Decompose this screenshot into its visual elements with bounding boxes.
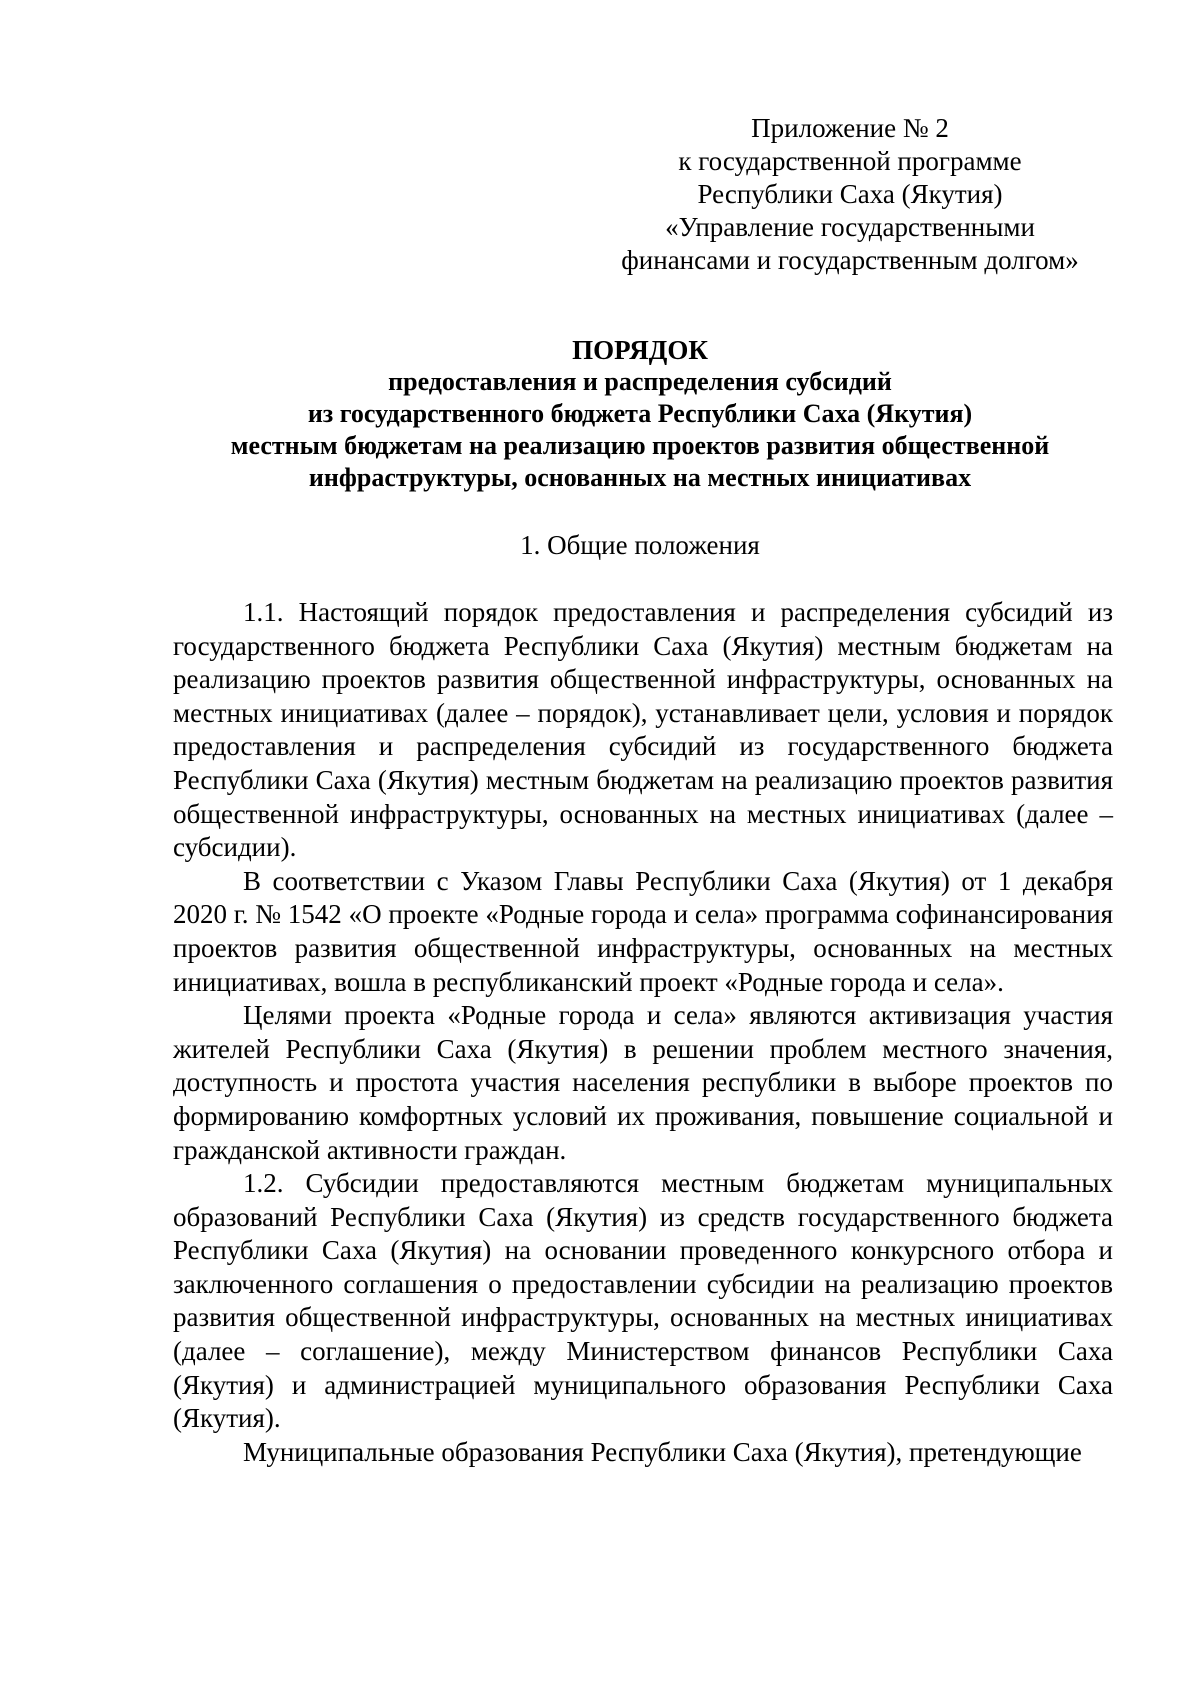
section-heading: 1. Общие положения [520, 530, 760, 560]
main-title: ПОРЯДОК [572, 335, 708, 365]
appendix-line: «Управление государственными [665, 212, 1035, 242]
title-line: предоставления и распределения субсидий [388, 367, 892, 396]
document-title [170, 334, 1110, 494]
paragraph: Муниципальные образования Республики Саха (Якутия), претендующие [243, 1436, 1082, 1467]
paragraph: 1.2. Субсидии предоставляются местным бюджетам муниципальных образований Республики Саха (Якутия) из средств государственного бюджета Республики Саха (Якутия) на основании проведенного конкурсного отбора и заключенного соглашения о предоставлении субсидии на реализацию проектов развития общественной инфраструктуры, основанных на местных инициативах (далее – соглашение), между Министерством финансов Республики Саха (Якутия) и администрацией муниципального образования Республики Саха (Якутия). [173, 1168, 1113, 1434]
appendix-line: Приложение № 2 [751, 113, 949, 143]
appendix-line: Республики Саха (Якутия) [697, 179, 1003, 209]
body-text [173, 596, 1113, 1469]
appendix-block [600, 112, 1100, 277]
title-line: инфраструктуры, основанных на местных инициативах [308, 463, 972, 492]
paragraph: Целями проекта «Родные города и села» являются активизация участия жителей Республики Саха (Якутия) в решении проблем местного значения, доступность и простота участия населения республики в выборе проектов по формированию комфортных условий их проживания, повышение социальной и гражданской активности граждан. [173, 1000, 1113, 1165]
paragraph: В соответствии с Указом Главы Республики Саха (Якутия) от 1 декабря 2020 г. № 1542 «О проекте «Родные города и села» программа софинансирования проектов развития общественной инфраструктуры, основанных на местных инициативах, вошла в республиканский проект «Родные города и села». [173, 865, 1113, 997]
paragraph: 1.1. Настоящий порядок предоставления и распределения субсидий из государственного бюджета Республики Саха (Якутия) местным бюджетам на реализацию проектов развития общественной инфраструктуры, основанных на местных инициативах (далее – порядок), устанавливает цели, условия и порядок предоставления и распределения субсидий из государственного бюджета Республики Саха (Якутия) местным бюджетам на реализацию проектов развития общественной инфраструктуры, основанных на местных инициативах (далее – субсидии). [173, 597, 1113, 863]
appendix-line: к государственной программе [678, 146, 1022, 176]
appendix-line: финансами и государственным долгом» [621, 245, 1079, 275]
title-line: местным бюджетам на реализацию проектов развития общественной [230, 431, 1050, 460]
title-line: из государственного бюджета Республики Саха (Якутия) [307, 399, 973, 428]
